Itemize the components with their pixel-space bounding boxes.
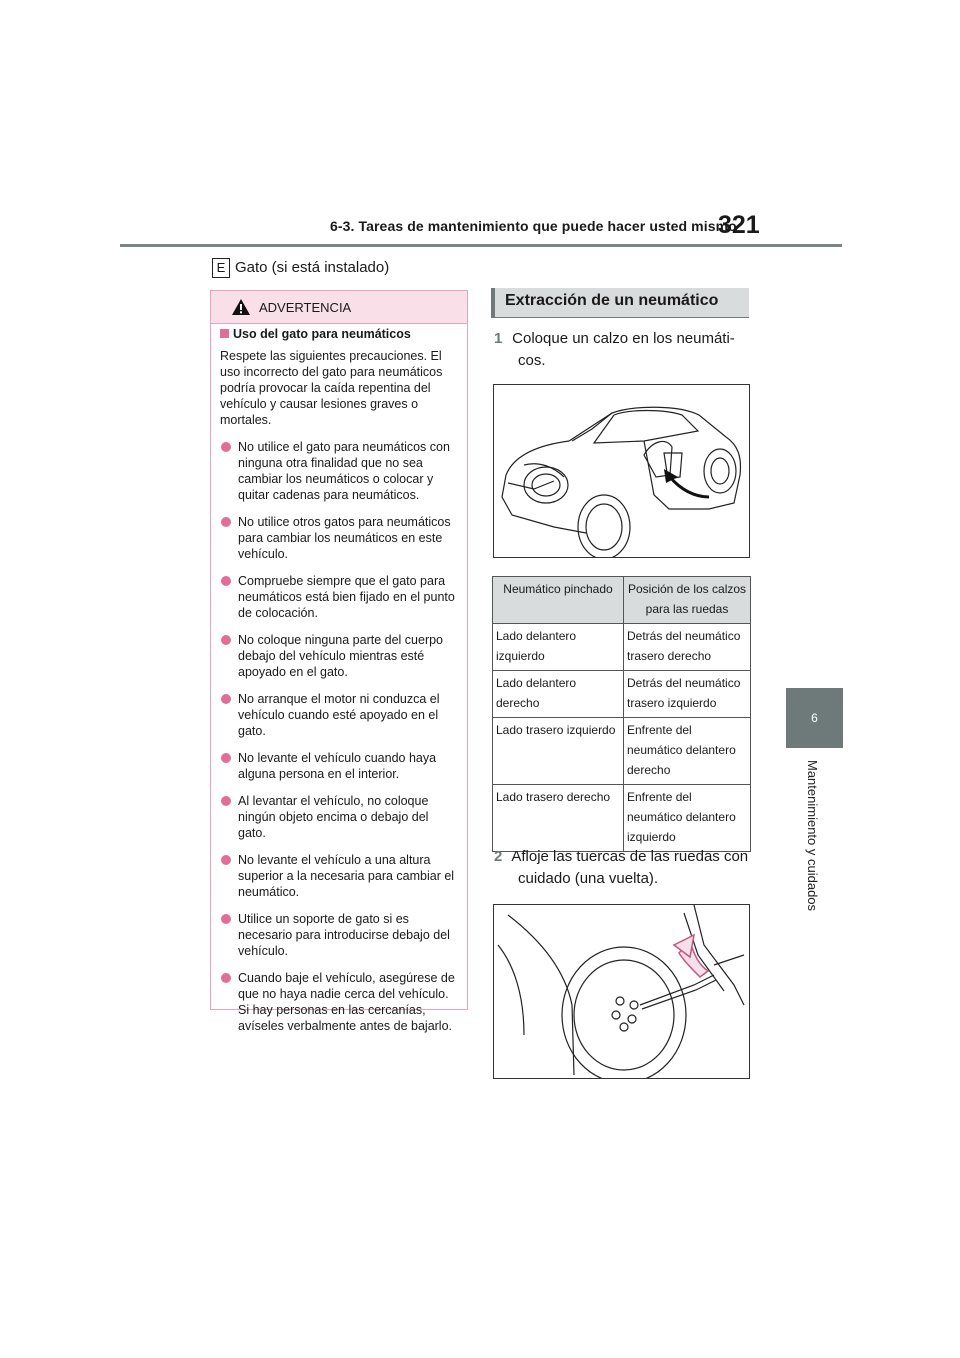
step-number: 1 xyxy=(494,330,503,347)
warning-item xyxy=(220,573,457,621)
warning-title: ADVERTENCIA xyxy=(259,300,352,315)
warning-item-text: No utilice el gato para neumáticos con ninguna otra finalidad que no sea cambiar los neumáticos o colocar y quitar cadenas para neumáticos. xyxy=(238,440,450,502)
warning-item-text: No levante el vehículo a una altura superior a la necesaria para cambiar el neumático. xyxy=(238,853,455,899)
table-cell: Lado delantero derecho xyxy=(493,671,624,718)
warning-item-text: Utilice un soporte de gato si es necesario para introducirse debajo del vehículo. xyxy=(238,912,450,958)
warning-box xyxy=(210,290,468,1033)
warning-item xyxy=(220,852,457,900)
warning-item xyxy=(220,691,457,739)
table-header-row xyxy=(493,577,751,624)
warning-item-text: Cuando baje el vehículo, asegúrese de que no haya nadie cerca del vehículo. Si hay personas en las cercanías, avíseles verbalmente antes de bajarlo. xyxy=(238,971,455,1033)
wheel-chock-illustration xyxy=(493,384,750,558)
header-rule xyxy=(120,244,842,247)
table-header: Posición de los calzos para las ruedas xyxy=(624,577,751,624)
bullet-icon xyxy=(221,517,231,527)
bullet-icon xyxy=(221,576,231,586)
warning-item-text: Compruebe siempre que el gato para neumáticos está bien fijado en el punto de colocación. xyxy=(238,574,455,620)
warning-intro: Respete las siguientes precauciones. El uso incorrecto del gato para neumáticos podría provocar la caída repentina del vehículo y causar lesiones graves o mortales. xyxy=(220,349,443,427)
section-title: Extracción de un neumático xyxy=(505,292,719,309)
step-text-line2: cuidado (una vuelta). xyxy=(518,870,659,887)
warning-item-text: No coloque ninguna parte del cuerpo debajo del vehículo mientras esté apoyado en el gato. xyxy=(238,633,444,679)
warning-item xyxy=(220,750,457,782)
warning-body xyxy=(211,326,467,1034)
warning-item xyxy=(220,514,457,562)
warning-item xyxy=(220,970,457,1034)
car-chock-drawing xyxy=(494,385,749,557)
table-cell: Lado delantero izquierdo xyxy=(493,624,624,671)
table-cell: Lado trasero derecho xyxy=(493,785,624,852)
warning-triangle-icon xyxy=(231,298,251,316)
table-row xyxy=(493,671,751,718)
warning-item-text: No arranque el motor ni conduzca el vehículo cuando esté apoyado en el gato. xyxy=(238,692,440,738)
wheel-nut-drawing xyxy=(494,905,749,1078)
step-2 xyxy=(494,846,752,890)
table-row xyxy=(493,624,751,671)
loosen-wheel-nuts-illustration xyxy=(493,904,750,1079)
bullet-icon xyxy=(221,753,231,763)
bullet-icon xyxy=(221,855,231,865)
step-text-line1: Coloque un calzo en los neumáti- xyxy=(512,330,735,347)
table-cell: Detrás del neumático trasero izquierdo xyxy=(624,671,751,718)
section-header xyxy=(491,288,749,318)
bullet-icon xyxy=(221,914,231,924)
bullet-icon xyxy=(221,796,231,806)
step-number: 2 xyxy=(494,848,503,865)
warning-item-text: No levante el vehículo cuando haya alguna persona en el interior. xyxy=(238,751,437,781)
running-header: 6-3. Tareas de mantenimiento que puede hacer usted mismo xyxy=(330,218,737,234)
warning-subtitle xyxy=(220,326,457,342)
page-number: 321 xyxy=(718,211,760,239)
chapter-title-vertical xyxy=(800,760,820,920)
table-row xyxy=(493,718,751,785)
table-cell: Lado trasero izquierdo xyxy=(493,718,624,785)
bullet-icon xyxy=(221,973,231,983)
warning-item-text: Al levantar el vehículo, no coloque ningún objeto encima o debajo del gato. xyxy=(238,794,429,840)
warning-subtitle-text: Uso del gato para neumáticos xyxy=(233,327,411,341)
bullet-icon xyxy=(221,694,231,704)
chock-position-table xyxy=(492,576,751,852)
warning-item xyxy=(220,632,457,680)
warning-item-text: No utilice otros gatos para neumáticos para cambiar los neumáticos en este vehículo. xyxy=(238,515,451,561)
item-letter-box: E xyxy=(212,258,230,278)
step-1 xyxy=(494,328,752,372)
warning-header xyxy=(211,291,467,324)
chapter-title: Mantenimiento y cuidados xyxy=(805,760,820,912)
square-bullet-icon xyxy=(220,329,229,338)
bullet-icon xyxy=(221,635,231,645)
item-label-text: Gato (si está instalado) xyxy=(235,259,390,276)
warning-item xyxy=(220,793,457,841)
table-cell: Enfrente del neumático delantero izquierdo xyxy=(624,785,751,852)
warning-item xyxy=(220,439,457,503)
table-cell: Detrás del neumático trasero derecho xyxy=(624,624,751,671)
table-row xyxy=(493,785,751,852)
chapter-tab: 6 xyxy=(786,688,843,748)
table-header: Neumático pinchado xyxy=(493,577,624,624)
table-cell: Enfrente del neumático delantero derecho xyxy=(624,718,751,785)
warning-list xyxy=(220,439,457,1034)
warning-item xyxy=(220,911,457,959)
step-text-line2: cos. xyxy=(518,352,546,369)
step-text-line1: Afloje las tuercas de las ruedas con xyxy=(511,848,749,865)
bullet-icon xyxy=(221,442,231,452)
